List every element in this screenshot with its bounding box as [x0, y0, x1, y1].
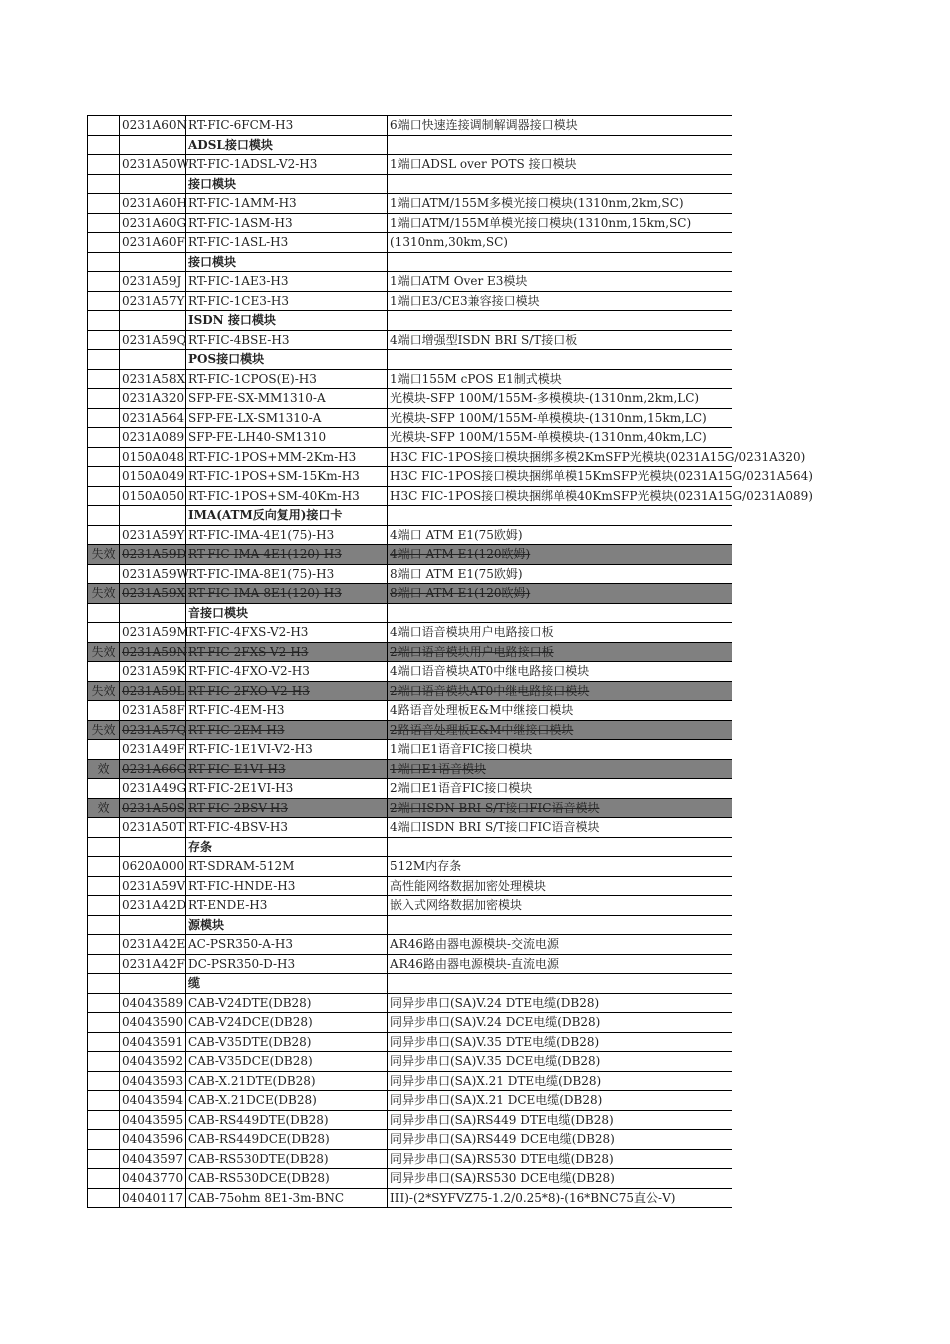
part-code-cell	[120, 350, 186, 370]
status-flag-cell	[88, 1188, 120, 1208]
part-code-cell: 0231A60F	[120, 233, 186, 253]
table-row	[88, 1130, 732, 1150]
table-row	[88, 213, 732, 233]
table-row	[88, 584, 732, 604]
description-cell: 光模块-SFP 100M/155M-多模模块-(1310nm,2km,LC)	[388, 389, 732, 409]
status-flag-cell	[88, 623, 120, 643]
table-row	[88, 564, 732, 584]
part-code-cell: 0231A320	[120, 389, 186, 409]
part-code-cell: 0231A59Q	[120, 330, 186, 350]
model-name-cell: RT-FIC-1POS+SM-15Km-H3	[186, 467, 388, 487]
status-flag-cell: 失效	[88, 584, 120, 604]
model-name-cell: RT-FIC-2FXS-V2-H3	[186, 642, 388, 662]
section-header-row	[88, 311, 732, 331]
table-row	[88, 876, 732, 896]
description-cell: 同异步串口(SA)RS530 DCE电缆(DB28)	[388, 1169, 732, 1189]
model-name-cell: 接口模块	[186, 174, 388, 194]
description-cell: 8端口 ATM E1(75欧姆)	[388, 564, 732, 584]
part-code-cell	[120, 837, 186, 857]
model-name-cell: RT-FIC-4FXS-V2-H3	[186, 623, 388, 643]
part-code-cell: 0150A049	[120, 467, 186, 487]
model-name-cell: RT-FIC-6FCM-H3	[186, 116, 388, 136]
part-code-cell	[120, 915, 186, 935]
status-flag-cell	[88, 467, 120, 487]
model-name-cell: 接口模块	[186, 252, 388, 272]
model-name-cell: RT-FIC-2FXO-V2-H3	[186, 681, 388, 701]
description-cell: 同异步串口(SA)V.24 DTE电缆(DB28)	[388, 993, 732, 1013]
table-row	[88, 1032, 732, 1052]
table-row	[88, 954, 732, 974]
table-row	[88, 720, 732, 740]
model-name-cell: CAB-V35DTE(DB28)	[186, 1032, 388, 1052]
part-code-cell: 04043590	[120, 1013, 186, 1033]
part-code-cell: 04043593	[120, 1071, 186, 1091]
description-cell	[388, 350, 732, 370]
table-row	[88, 428, 732, 448]
model-name-cell: RT-FIC-4BSE-H3	[186, 330, 388, 350]
model-name-cell: RT-FIC-2EM-H3	[186, 720, 388, 740]
part-code-cell: 0231A59L	[120, 681, 186, 701]
status-flag-cell	[88, 1071, 120, 1091]
description-cell: 同异步串口(SA)V.35 DCE电缆(DB28)	[388, 1052, 732, 1072]
model-name-cell: RT-FIC-4EM-H3	[186, 701, 388, 721]
part-code-cell	[120, 603, 186, 623]
model-name-cell: RT-FIC-1ASL-H3	[186, 233, 388, 253]
description-cell: 4端口 ATM E1(120欧姆)	[388, 545, 732, 565]
model-name-cell: RT-FIC-1CE3-H3	[186, 291, 388, 311]
part-code-cell: 0231A49F	[120, 740, 186, 760]
description-cell: 6端口快速连接调制解调器接口模块	[388, 116, 732, 136]
table-row	[88, 447, 732, 467]
description-cell: 同异步串口(SA)V.35 DTE电缆(DB28)	[388, 1032, 732, 1052]
model-name-cell: RT-FIC-1AE3-H3	[186, 272, 388, 292]
table-row	[88, 993, 732, 1013]
status-flag-cell	[88, 291, 120, 311]
model-name-cell: CAB-V35DCE(DB28)	[186, 1052, 388, 1072]
description-cell: 512M内存条	[388, 857, 732, 877]
model-name-cell: CAB-RS530DTE(DB28)	[186, 1149, 388, 1169]
table-row	[88, 818, 732, 838]
status-flag-cell	[88, 1149, 120, 1169]
description-cell: 2端口语音模块用户电路接口板	[388, 642, 732, 662]
table-row	[88, 1188, 732, 1208]
description-cell: 2端口ISDN BRI S/T接口FIC语音模块	[388, 798, 732, 818]
table-row	[88, 330, 732, 350]
table-row	[88, 155, 732, 175]
status-flag-cell	[88, 389, 120, 409]
description-cell: 4路语音处理板E&M中继接口模块	[388, 701, 732, 721]
status-flag-cell	[88, 1032, 120, 1052]
part-code-cell: 0231A42D	[120, 896, 186, 916]
part-code-cell: 0231A57Y	[120, 291, 186, 311]
model-name-cell: CAB-X.21DCE(DB28)	[186, 1091, 388, 1111]
table-row	[88, 389, 732, 409]
status-flag-cell	[88, 740, 120, 760]
status-flag-cell	[88, 174, 120, 194]
status-flag-cell	[88, 896, 120, 916]
status-flag-cell	[88, 408, 120, 428]
description-cell: 1端口E1语音模块	[388, 759, 732, 779]
status-flag-cell	[88, 213, 120, 233]
part-code-cell: 04043595	[120, 1110, 186, 1130]
description-cell: 4端口语音模块用户电路接口板	[388, 623, 732, 643]
price-list-table	[87, 115, 813, 1208]
table-row	[88, 896, 732, 916]
model-name-cell: 存条	[186, 837, 388, 857]
model-name-cell: SFP-FE-LX-SM1310-A	[186, 408, 388, 428]
model-name-cell: CAB-75ohm 8E1-3m-BNC	[186, 1188, 388, 1208]
table-row	[88, 467, 732, 487]
part-code-cell: 04043589	[120, 993, 186, 1013]
part-code-cell: 0231A59D	[120, 545, 186, 565]
description-cell: (1310nm,30km,SC)	[388, 233, 732, 253]
table-row	[88, 857, 732, 877]
model-name-cell: RT-FIC-2BSV-H3	[186, 798, 388, 818]
status-flag-cell	[88, 506, 120, 526]
part-code-cell: 0231A58F	[120, 701, 186, 721]
status-flag-cell	[88, 155, 120, 175]
status-flag-cell	[88, 330, 120, 350]
model-name-cell: 音接口模块	[186, 603, 388, 623]
model-name-cell: SFP-FE-SX-MM1310-A	[186, 389, 388, 409]
description-cell: 2路语音处理板E&M中继接口模块	[388, 720, 732, 740]
model-name-cell: RT-FIC-IMA-4E1(120)-H3	[186, 545, 388, 565]
part-code-cell: 04043596	[120, 1130, 186, 1150]
status-flag-cell: 失效	[88, 720, 120, 740]
model-name-cell: 缆	[186, 974, 388, 994]
model-name-cell: RT-FIC-E1VI-H3	[186, 759, 388, 779]
table-row	[88, 369, 732, 389]
description-cell: 4端口语音模块AT0中继电路接口模块	[388, 662, 732, 682]
status-flag-cell	[88, 1013, 120, 1033]
model-name-cell: CAB-V24DTE(DB28)	[186, 993, 388, 1013]
description-cell: 4端口增强型ISDN BRI S/T接口板	[388, 330, 732, 350]
description-cell	[388, 252, 732, 272]
status-flag-cell	[88, 525, 120, 545]
table-row	[88, 272, 732, 292]
part-code-cell	[120, 506, 186, 526]
model-name-cell: RT-FIC-4BSV-H3	[186, 818, 388, 838]
part-code-cell: 0231A59N	[120, 642, 186, 662]
model-name-cell: POS接口模块	[186, 350, 388, 370]
description-cell: 光模块-SFP 100M/155M-单模模块-(1310nm,15km,LC)	[388, 408, 732, 428]
status-flag-cell	[88, 1052, 120, 1072]
description-cell	[388, 135, 732, 155]
model-name-cell: RT-FIC-1E1VI-V2-H3	[186, 740, 388, 760]
table-body	[88, 116, 813, 1208]
status-flag-cell	[88, 662, 120, 682]
status-flag-cell	[88, 818, 120, 838]
description-cell: 8端口 ATM E1(120欧姆)	[388, 584, 732, 604]
model-name-cell: CAB-RS530DCE(DB28)	[186, 1169, 388, 1189]
model-name-cell: RT-FIC-4FXO-V2-H3	[186, 662, 388, 682]
section-header-row	[88, 915, 732, 935]
status-flag-cell: 失效	[88, 681, 120, 701]
part-code-cell: 0231A66G	[120, 759, 186, 779]
status-flag-cell	[88, 779, 120, 799]
description-cell: 同异步串口(SA)RS530 DTE电缆(DB28)	[388, 1149, 732, 1169]
part-code-cell: 04043597	[120, 1149, 186, 1169]
model-name-cell: IMA(ATM反向复用)接口卡	[186, 506, 388, 526]
description-cell	[388, 603, 732, 623]
model-name-cell: DC-PSR350-D-H3	[186, 954, 388, 974]
table-row	[88, 779, 732, 799]
table-row	[88, 486, 732, 506]
status-flag-cell	[88, 1091, 120, 1111]
part-code-cell: 0231A42E	[120, 935, 186, 955]
section-header-row	[88, 350, 732, 370]
description-cell: III)-(2*SYFVZ75-1.2/0.25*8)-(16*BNC75直公-V)	[388, 1188, 732, 1208]
status-flag-cell	[88, 935, 120, 955]
section-header-row	[88, 506, 732, 526]
section-header-row	[88, 974, 732, 994]
table-row	[88, 701, 732, 721]
model-name-cell: RT-FIC-1POS+SM-40Km-H3	[186, 486, 388, 506]
model-name-cell: CAB-V24DCE(DB28)	[186, 1013, 388, 1033]
status-flag-cell	[88, 954, 120, 974]
model-name-cell: CAB-RS449DTE(DB28)	[186, 1110, 388, 1130]
model-name-cell: RT-ENDE-H3	[186, 896, 388, 916]
table-row	[88, 1110, 732, 1130]
description-cell: 4端口ISDN BRI S/T接口FIC语音模块	[388, 818, 732, 838]
part-code-cell: 0231A58X	[120, 369, 186, 389]
status-flag-cell	[88, 564, 120, 584]
model-name-cell: SFP-FE-LH40-SM1310	[186, 428, 388, 448]
part-code-cell: 0231A089	[120, 428, 186, 448]
model-name-cell: ADSL接口模块	[186, 135, 388, 155]
part-code-cell: 0231A50W	[120, 155, 186, 175]
part-code-cell: 0231A42F	[120, 954, 186, 974]
table-row	[88, 642, 732, 662]
part-code-cell: 04043594	[120, 1091, 186, 1111]
part-code-cell	[120, 974, 186, 994]
table-row	[88, 116, 732, 136]
part-code-cell: 0231A59Y	[120, 525, 186, 545]
part-code-cell: 0231A59M	[120, 623, 186, 643]
status-flag-cell	[88, 486, 120, 506]
part-code-cell: 0231A60N	[120, 116, 186, 136]
model-name-cell: 源模块	[186, 915, 388, 935]
model-name-cell: CAB-RS449DCE(DB28)	[186, 1130, 388, 1150]
part-code-cell: 04043592	[120, 1052, 186, 1072]
part-code-cell: 0231A50T	[120, 818, 186, 838]
status-flag-cell	[88, 350, 120, 370]
description-cell: 1端口ADSL over POTS 接口模块	[388, 155, 732, 175]
part-code-cell: 0231A60H	[120, 194, 186, 214]
table-row	[88, 935, 732, 955]
table-row	[88, 291, 732, 311]
table-row	[88, 408, 732, 428]
description-cell: 4端口 ATM E1(75欧姆)	[388, 525, 732, 545]
part-code-cell	[120, 252, 186, 272]
status-flag-cell: 效	[88, 759, 120, 779]
part-code-cell: 0231A49G	[120, 779, 186, 799]
part-code-cell: 0231A57Q	[120, 720, 186, 740]
section-header-row	[88, 174, 732, 194]
part-code-cell: 0231A50S	[120, 798, 186, 818]
description-cell: 2端口语音模块AT0中继电路接口模块	[388, 681, 732, 701]
description-cell: 高性能网络数据加密处理模块	[388, 876, 732, 896]
part-code-cell: 0231A60G	[120, 213, 186, 233]
model-name-cell: RT-FIC-1CPOS(E)-H3	[186, 369, 388, 389]
model-name-cell: RT-FIC-2E1VI-H3	[186, 779, 388, 799]
status-flag-cell	[88, 135, 120, 155]
table-row	[88, 623, 732, 643]
section-header-row	[88, 252, 732, 272]
description-cell: 同异步串口(SA)RS449 DTE电缆(DB28)	[388, 1110, 732, 1130]
status-flag-cell	[88, 1130, 120, 1150]
status-flag-cell	[88, 993, 120, 1013]
part-code-cell: 0620A000	[120, 857, 186, 877]
table-row	[88, 545, 732, 565]
description-cell	[388, 311, 732, 331]
table-row	[88, 525, 732, 545]
table-row	[88, 662, 732, 682]
description-cell	[388, 974, 732, 994]
section-header-row	[88, 135, 732, 155]
part-code-cell: 0231A564	[120, 408, 186, 428]
part-code-cell	[120, 174, 186, 194]
table-row	[88, 1052, 732, 1072]
table-row	[88, 1149, 732, 1169]
table-row	[88, 740, 732, 760]
status-flag-cell	[88, 116, 120, 136]
description-cell: 同异步串口(SA)RS449 DCE电缆(DB28)	[388, 1130, 732, 1150]
description-cell: 嵌入式网络数据加密模块	[388, 896, 732, 916]
model-name-cell: RT-FIC-HNDE-H3	[186, 876, 388, 896]
description-cell: 1端口155M cPOS E1制式模块	[388, 369, 732, 389]
status-flag-cell	[88, 603, 120, 623]
status-flag-cell	[88, 837, 120, 857]
description-cell	[388, 915, 732, 935]
part-code-cell: 0231A59X	[120, 584, 186, 604]
description-cell: 光模块-SFP 100M/155M-单模模块-(1310nm,40km,LC)	[388, 428, 732, 448]
part-code-cell: 0150A048	[120, 447, 186, 467]
table-row	[88, 194, 732, 214]
status-flag-cell	[88, 915, 120, 935]
description-cell: H3C FIC-1POS接口模块捆绑多模2KmSFP光模块(0231A15G/0231A320)	[388, 447, 732, 467]
model-name-cell: RT-SDRAM-512M	[186, 857, 388, 877]
table-row	[88, 1071, 732, 1091]
status-flag-cell	[88, 1110, 120, 1130]
description-cell: AR46路由器电源模块-交流电源	[388, 935, 732, 955]
table-row	[88, 1091, 732, 1111]
section-header-row	[88, 837, 732, 857]
model-name-cell: CAB-X.21DTE(DB28)	[186, 1071, 388, 1091]
status-flag-cell	[88, 194, 120, 214]
status-flag-cell	[88, 252, 120, 272]
part-code-cell	[120, 135, 186, 155]
status-flag-cell: 效	[88, 798, 120, 818]
model-name-cell: RT-FIC-1POS+MM-2Km-H3	[186, 447, 388, 467]
part-code-cell: 0231A59K	[120, 662, 186, 682]
status-flag-cell	[88, 876, 120, 896]
model-name-cell: RT-FIC-1ADSL-V2-H3	[186, 155, 388, 175]
description-cell: 同异步串口(SA)X.21 DCE电缆(DB28)	[388, 1091, 732, 1111]
part-code-cell: 0150A050	[120, 486, 186, 506]
part-code-cell: 0231A59W	[120, 564, 186, 584]
model-name-cell: RT-FIC-IMA-8E1(75)-H3	[186, 564, 388, 584]
table-row	[88, 798, 732, 818]
table-row	[88, 233, 732, 253]
part-code-cell: 04043591	[120, 1032, 186, 1052]
model-name-cell: RT-FIC-IMA-4E1(75)-H3	[186, 525, 388, 545]
model-name-cell: RT-FIC-1AMM-H3	[186, 194, 388, 214]
model-name-cell: ISDN 接口模块	[186, 311, 388, 331]
description-cell: 1端口ATM/155M单模光接口模块(1310nm,15km,SC)	[388, 213, 732, 233]
part-code-cell: 04043770	[120, 1169, 186, 1189]
part-code-cell	[120, 311, 186, 331]
status-flag-cell	[88, 701, 120, 721]
description-cell: 1端口E3/CE3兼容接口模块	[388, 291, 732, 311]
model-name-cell: AC-PSR350-A-H3	[186, 935, 388, 955]
table-row	[88, 759, 732, 779]
status-flag-cell	[88, 447, 120, 467]
part-code-cell: 0231A59V	[120, 876, 186, 896]
status-flag-cell	[88, 428, 120, 448]
description-cell: 1端口ATM/155M多模光接口模块(1310nm,2km,SC)	[388, 194, 732, 214]
description-cell: 同异步串口(SA)X.21 DTE电缆(DB28)	[388, 1071, 732, 1091]
description-cell	[388, 506, 732, 526]
model-name-cell: RT-FIC-IMA-8E1(120)-H3	[186, 584, 388, 604]
part-code-cell: 0231A59J	[120, 272, 186, 292]
status-flag-cell: 失效	[88, 642, 120, 662]
status-flag-cell	[88, 857, 120, 877]
status-flag-cell	[88, 1169, 120, 1189]
status-flag-cell	[88, 974, 120, 994]
description-cell: 1端口E1语音FIC接口模块	[388, 740, 732, 760]
status-flag-cell	[88, 233, 120, 253]
section-header-row	[88, 603, 732, 623]
table-row	[88, 1169, 732, 1189]
description-cell	[388, 174, 732, 194]
description-cell: 同异步串口(SA)V.24 DCE电缆(DB28)	[388, 1013, 732, 1033]
description-cell: H3C FIC-1POS接口模块捆绑单模15KmSFP光模块(0231A15G/0231A564)	[388, 467, 732, 487]
status-flag-cell	[88, 272, 120, 292]
description-cell: H3C FIC-1POS接口模块捆绑单模40KmSFP光模块(0231A15G/0231A089)	[388, 486, 732, 506]
status-flag-cell: 失效	[88, 545, 120, 565]
status-flag-cell	[88, 311, 120, 331]
model-name-cell: RT-FIC-1ASM-H3	[186, 213, 388, 233]
table-row	[88, 681, 732, 701]
description-cell: 2端口E1语音FIC接口模块	[388, 779, 732, 799]
part-code-cell: 04040117	[120, 1188, 186, 1208]
description-cell: 1端口ATM Over E3模块	[388, 272, 732, 292]
description-cell	[388, 837, 732, 857]
table-row	[88, 1013, 732, 1033]
status-flag-cell	[88, 369, 120, 389]
description-cell: AR46路由器电源模块-直流电源	[388, 954, 732, 974]
